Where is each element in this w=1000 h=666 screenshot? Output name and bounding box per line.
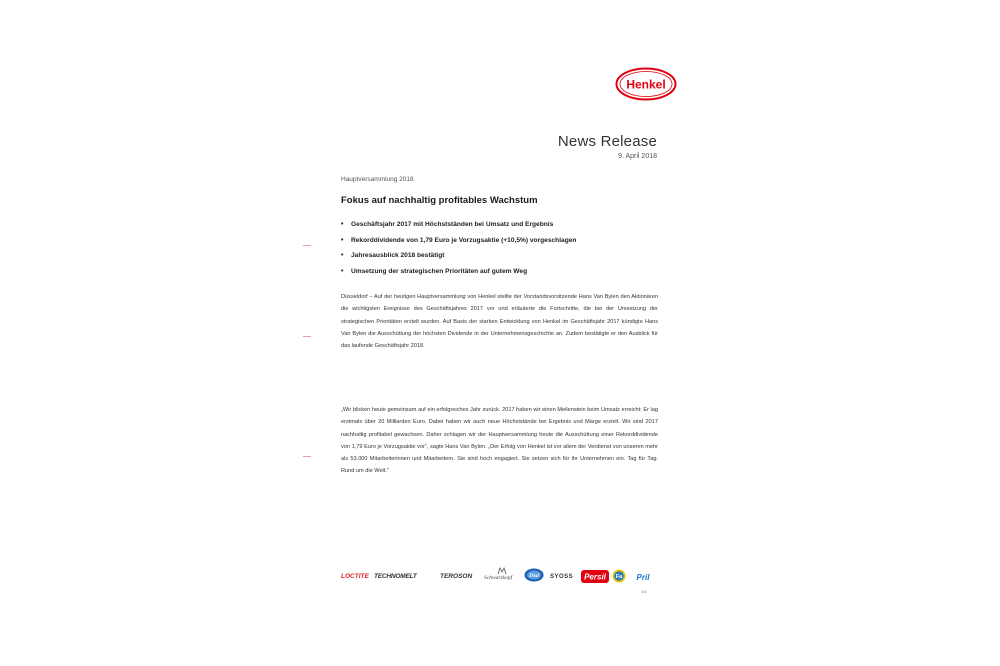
schwarzkopf-mark-icon	[497, 567, 507, 575]
svg-text:Dial: Dial	[529, 573, 539, 579]
svg-text:Fa: Fa	[615, 574, 623, 581]
release-date: 9. April 2018	[618, 153, 657, 160]
svg-text:Pril: Pril	[636, 573, 650, 582]
schwarzkopf-logo: Schwarzkopf	[484, 575, 513, 581]
fold-mark	[303, 456, 311, 457]
body-paragraph-1: Düsseldorf – Auf der heutigen Hauptversammlung von Henkel stellte der Vorstandsvorsitzende Hans Van Bylen den Aktionären die wichtigsten Ereignisse des Geschäftsjahres 2017 vor und erläuterte die Fortschritte, die bei der Umsetzung der strategischen Prioritäten erzielt wurden. Auf Basis der starken Entwicklung von Henkel im Geschäftsjahr 2017 kündigte Hans Van Bylen die Ausschüttung der höchsten Dividende in der Unternehmensgeschichte an. Zudem bestätigte er den Ausblick für das laufende Geschäftsjahr 2018.	[341, 294, 658, 350]
fold-mark	[303, 245, 311, 246]
article-kicker: Hauptversammlung 2018	[341, 176, 414, 183]
highlight-item: • Jahresausblick 2018 bestätigt	[341, 252, 445, 259]
loctite-logo: LOCTITE	[341, 573, 369, 580]
bullet-icon: •	[341, 252, 344, 259]
bullet-icon: •	[341, 236, 344, 244]
page-number: 1/4	[641, 589, 647, 594]
svg-text:Persil: Persil	[584, 572, 606, 582]
fold-mark	[303, 336, 311, 337]
syoss-logo: SYOSS	[550, 574, 574, 580]
teroson-logo: TEROSON	[440, 573, 473, 580]
bullet-icon: •	[341, 267, 344, 275]
highlight-list	[341, 220, 661, 282]
svg-text:Henkel: Henkel	[626, 77, 666, 92]
article-headline: Fokus auf nachhaltig profitables Wachstum	[341, 195, 538, 206]
brand-logo-strip	[341, 567, 661, 591]
body-paragraph-2: „Wir blicken heute gemeinsam auf ein erfolgreiches Jahr zurück. 2017 haben wir einen Meilenstein beim Umsatz erreicht: Er lag erstmals über 20 Milliarden Euro. Dabei haben wir auch neue Höchststände bei Ergebnis und Marge erzielt. Wir sind 2017 nachhaltig profitabel gewachsen. Daher schlagen wir der Hauptversammlung heute die Ausschüttung einer Rekorddividende von 1,79 Euro je Vorzugsaktie vor“, sagte Hans Van Bylen. „Der Erfolg von Henkel ist vor allem der Verdienst von unseren mehr als 53.000 Mitarbeiterinnen und Mitarbeitern. Sie sind hoch engagiert. Sie setzen sich für ihr Unternehmen ein. Tag für Tag. Rund um die Welt.“	[341, 407, 658, 475]
highlight-item: • Umsetzung der strategischen Prioritäten auf gutem Weg	[341, 267, 528, 275]
highlight-item: • Rekorddividende von 1,79 Euro je Vorzugsaktie (+10,5%) vorgeschlagen	[341, 236, 577, 244]
release-title: News Release	[557, 133, 657, 150]
technomelt-logo: TECHNOMELT	[374, 573, 417, 580]
pril-logo	[631, 570, 655, 582]
henkel-logo	[615, 67, 677, 101]
persil-logo	[581, 570, 609, 583]
highlight-item: • Geschäftsjahr 2017 mit Höchstständen bei Umsatz und Ergebnis	[341, 221, 554, 228]
dial-logo	[524, 568, 544, 582]
fa-logo	[612, 569, 626, 583]
bullet-icon: •	[341, 221, 344, 228]
